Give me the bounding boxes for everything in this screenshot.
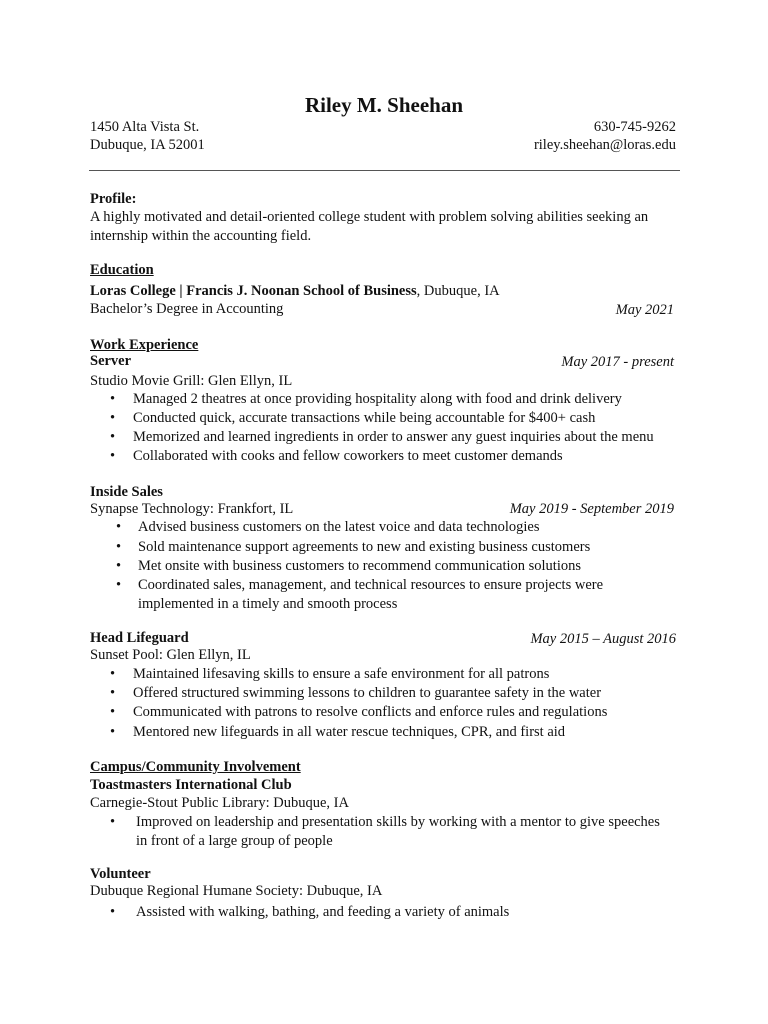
job-bullet: Offered structured swimming lessons to children to guarantee safety in the water: [133, 685, 602, 701]
involvement-title: Volunteer: [90, 866, 151, 882]
involvement-bullet: Improved on leadership and presentation skills by working with a mentor to give speeches in front of a large group of people: [136, 814, 660, 849]
job-title: Server: [90, 353, 132, 369]
education-school-line: [90, 282, 500, 301]
applicant-name: Riley M. Sheehan: [304, 93, 464, 117]
bullet-dot: •: [110, 704, 116, 720]
school-location: , Dubuque, IA: [416, 283, 500, 299]
degree: Bachelor’s Degree in Accounting: [90, 301, 284, 317]
job-bullet: Mentored new lifeguards in all water rescue techniques, CPR, and first aid: [133, 724, 566, 740]
header-divider: [89, 170, 680, 171]
phone-number: 630-745-9262: [593, 119, 676, 135]
education-heading: Education: [90, 262, 154, 278]
bullet-dot: •: [110, 448, 116, 464]
job-bullet: Sold maintenance support agreements to new and existing business customers: [138, 539, 591, 555]
job-employer: Studio Movie Grill: Glen Ellyn, IL: [90, 373, 293, 389]
work-heading: Work Experience: [90, 337, 199, 353]
bullet-dot: •: [110, 391, 116, 407]
job-date: May 2017 - present: [561, 354, 674, 370]
involvement-heading: Campus/Community Involvement: [90, 759, 301, 775]
involvement-org: Dubuque Regional Humane Society: Dubuque, IA: [90, 883, 383, 899]
bullet-dot: •: [110, 904, 116, 920]
school-name: Loras College | Francis J. Noonan School of Business: [90, 283, 417, 299]
email-address: riley.sheehan@loras.edu: [533, 137, 676, 153]
bullet-dot: •: [116, 577, 122, 593]
job-bullet: Maintained lifesaving skills to ensure a safe environment for all patrons: [133, 666, 550, 682]
bullet-dot: •: [116, 539, 122, 555]
job-bullet: Collaborated with cooks and fellow coworkers to meet customer demands: [133, 448, 563, 464]
job-bullet: Memorized and learned ingredients in order to answer any guest inquiries about the menu: [133, 429, 654, 445]
job-employer: Sunset Pool: Glen Ellyn, IL: [90, 647, 251, 663]
bullet-dot: •: [110, 814, 116, 830]
bullet-dot: •: [110, 724, 116, 740]
job-date: May 2019 - September 2019: [509, 501, 674, 517]
bullet-dot: •: [116, 519, 122, 535]
bullet-dot: •: [110, 410, 116, 426]
job-bullet: Managed 2 theatres at once providing hospitality along with food and drink delivery: [133, 391, 622, 407]
job-bullet: Conducted quick, accurate transactions while being accountable for $400+ cash: [133, 410, 596, 426]
bullet-dot: •: [110, 685, 116, 701]
involvement-title: Toastmasters International Club: [90, 777, 292, 793]
graduation-date: May 2021: [615, 302, 674, 318]
address-line-2: Dubuque, IA 52001: [90, 137, 205, 153]
address-line-1: 1450 Alta Vista St.: [90, 119, 200, 135]
profile-heading: Profile:: [90, 191, 137, 207]
bullet-dot: •: [110, 429, 116, 445]
job-bullet: Met onsite with business customers to recommend communication solutions: [138, 558, 582, 574]
job-bullet: Coordinated sales, management, and technical resources to ensure projects were implemented in a timely and smooth process: [138, 577, 604, 612]
involvement-bullet: Assisted with walking, bathing, and feeding a variety of animals: [136, 904, 510, 920]
job-bullet: Communicated with patrons to resolve conflicts and enforce rules and regulations: [133, 704, 608, 720]
job-employer: Synapse Technology: Frankfort, IL: [90, 501, 294, 517]
bullet-dot: •: [116, 558, 122, 574]
bullet-dot: •: [110, 666, 116, 682]
job-title: Inside Sales: [90, 484, 163, 500]
job-bullet: Advised business customers on the latest voice and data technologies: [138, 519, 540, 535]
involvement-org: Carnegie-Stout Public Library: Dubuque, IA: [90, 795, 349, 811]
job-title: Head Lifeguard: [90, 630, 189, 646]
job-date: May 2015 – August 2016: [530, 631, 676, 647]
profile-text: A highly motivated and detail-oriented college student with problem solving abilities seeking an internship within the accounting field.: [90, 209, 649, 244]
